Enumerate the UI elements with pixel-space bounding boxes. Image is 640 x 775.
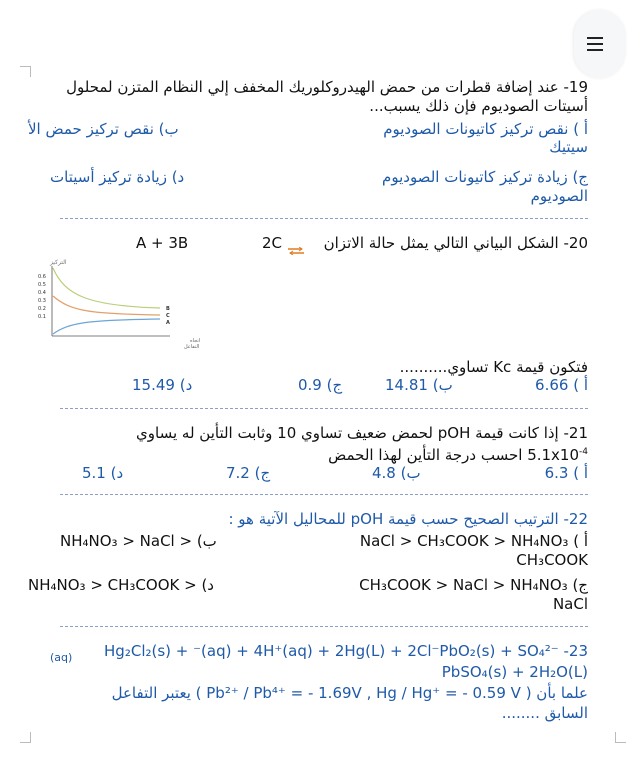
equilibrium-chart (30, 256, 210, 356)
q19-option-a-text2: سيتيك (549, 138, 588, 156)
chart-ytick-0.4: 0.4 (38, 290, 46, 296)
q19-option-d[interactable]: د) زيادة تركيز أسيتات (50, 168, 185, 186)
menu-button[interactable] (574, 10, 626, 78)
chart-ytick-0.2: 0.2 (38, 306, 46, 312)
divider (60, 494, 588, 495)
q22-option-d[interactable]: د) NH₄NO₃ > CH₃COOK > (28, 576, 214, 594)
crop-mark-bottom-right (615, 732, 626, 743)
chart-ylabel: التركيز (50, 259, 67, 266)
q21-ka-value: 5.1x10 (527, 446, 580, 464)
q21-option-d-value: 5.1 (82, 464, 106, 482)
q23-tail: السابق ........ (501, 704, 588, 722)
q20-reactants: A + 3B (136, 234, 189, 252)
q22-stem: 22- الترتيب الصحيح حسب قيمة pOH للمحاليل الآتية هو : (228, 510, 588, 528)
hamburger-menu-icon-bar2 (587, 43, 603, 45)
q22-option-a-cont: CH₃COOK (516, 551, 588, 569)
q22-option-c-value: CH₃COOK > NaCl > NH₄NO₃ (359, 576, 568, 594)
q20-option-a[interactable]: أ ) 6.66 (535, 376, 588, 394)
q20-option-c[interactable]: ج) 0.9 (298, 376, 343, 394)
q22-option-a[interactable]: أ ) NaCl > CH₃COOK > NH₄NO₃ CH₃COOK (359, 532, 588, 569)
q20-option-b[interactable]: ب) 14.81 (385, 376, 453, 394)
q21-option-a[interactable]: أ ) 6.3 (544, 464, 588, 482)
q20-option-b-value: 14.81 (385, 376, 428, 394)
chart-ytick-0.3: 0.3 (38, 298, 46, 304)
q21-option-b-value: 4.8 (372, 464, 396, 482)
chart-xlabel-2: التفاعل (184, 344, 200, 350)
chart-ytick-0.1: 0.1 (38, 314, 46, 320)
q21-line1: 21- إذا كانت قيمة pOH لحمض ضعيف تساوي 10 وثابت التأين له يساوي (136, 424, 588, 442)
chart-label-B: B (166, 306, 170, 312)
q21-option-a-value: 6.3 (544, 464, 569, 482)
q19-option-c[interactable]: ج) زيادة تركيز كاتيونات الصوديوم (382, 168, 588, 186)
q21-line2-text: احسب درجة التأين لهذا الحمض (328, 446, 523, 464)
q20-stem: 20- الشكل البياني التالي يمثل حالة الاتزان (323, 234, 588, 252)
chart-curve-A (53, 319, 160, 334)
chart-xlabel-1: اتجاه (190, 338, 201, 344)
chart-ytick-0.6: 0.6 (38, 274, 46, 280)
divider (60, 408, 588, 409)
q20-option-c-value: 0.9 (298, 376, 322, 394)
q23-given: علما بأن ( Pb²⁺ / Pb⁴⁺ = - 1.69V , Hg / Hg⁺ = - 0.59 V ) يعتبر التفاعل (111, 684, 588, 702)
q23-equation-line1: Hg₂Cl₂(s) + ⁻(aq) + 4H⁺(aq) + 2Hg(L) + 2Cl⁻PbO₂(s) + SO₄²⁻ -23 (104, 642, 588, 660)
q22-option-b-value: NH₄NO₃ > NaCl > (60, 532, 193, 550)
divider (60, 218, 588, 219)
q21-option-c-value: 7.2 (226, 464, 250, 482)
chart-ytick-0.5: 0.5 (38, 282, 46, 288)
q19-option-c-cont: الصوديوم (530, 187, 588, 205)
q19-option-a-text: أ ) نقص تركيز كاتيونات الصوديوم (383, 120, 588, 138)
q22-option-a-value: NaCl > CH₃COOK > NH₄NO₃ (359, 532, 569, 550)
crop-mark-bottom-left (20, 732, 31, 743)
q22-option-b[interactable]: ب) NH₄NO₃ > NaCl > (60, 532, 217, 550)
q21-option-b[interactable]: ب) 4.8 (372, 464, 421, 482)
q20-option-a-value: 6.66 (535, 376, 569, 394)
q23-equation-line2: PbSO₄(s) + 2H₂O(L) (441, 663, 588, 681)
q21-option-d[interactable]: د) 5.1 (82, 464, 124, 482)
crop-mark-top-left (20, 66, 31, 77)
q20-option-d[interactable]: د) 15.49 (132, 376, 193, 394)
chart-curve-B (53, 268, 160, 308)
q19-line1: 19- عند إضافة قطرات من حمض الهيدروكلوريك المخفف إلي النظام المتزن لمحلول (66, 78, 588, 96)
q22-option-c-cont: NaCl (552, 595, 588, 613)
q22-option-d-value: NH₄NO₃ > CH₃COOK > (28, 576, 197, 594)
hamburger-menu-icon (587, 37, 603, 39)
question-19 (28, 78, 588, 116)
q20-kc-prompt: فتكون قيمة Kc تساوي.......... (399, 358, 588, 376)
chart-label-A: A (166, 320, 170, 326)
equilibrium-arrow-icon (288, 240, 304, 248)
divider (60, 626, 588, 627)
q19-line2: أسيتات الصوديوم فإن ذلك يسبب... (369, 97, 588, 115)
q19-option-b[interactable]: ب) نقص تركيز حمض الأ (28, 120, 179, 138)
chart-curve-C (53, 296, 160, 315)
q21-ka-exponent: -4 (579, 447, 588, 457)
question-21 (28, 424, 588, 465)
q21-line2 (28, 443, 588, 465)
chart-label-C: C (166, 313, 170, 319)
q19-option-a[interactable] (383, 120, 588, 156)
q23-eq-prefix: (aq) (50, 651, 73, 664)
q22-option-c[interactable]: ج) CH₃COOK > NaCl > NH₄NO₃ NaCl (359, 576, 588, 613)
q20-option-d-value: 15.49 (132, 376, 175, 394)
q21-option-c[interactable]: ج) 7.2 (226, 464, 271, 482)
q20-product: 2C (262, 234, 283, 252)
hamburger-menu-icon-bar3 (587, 49, 603, 51)
